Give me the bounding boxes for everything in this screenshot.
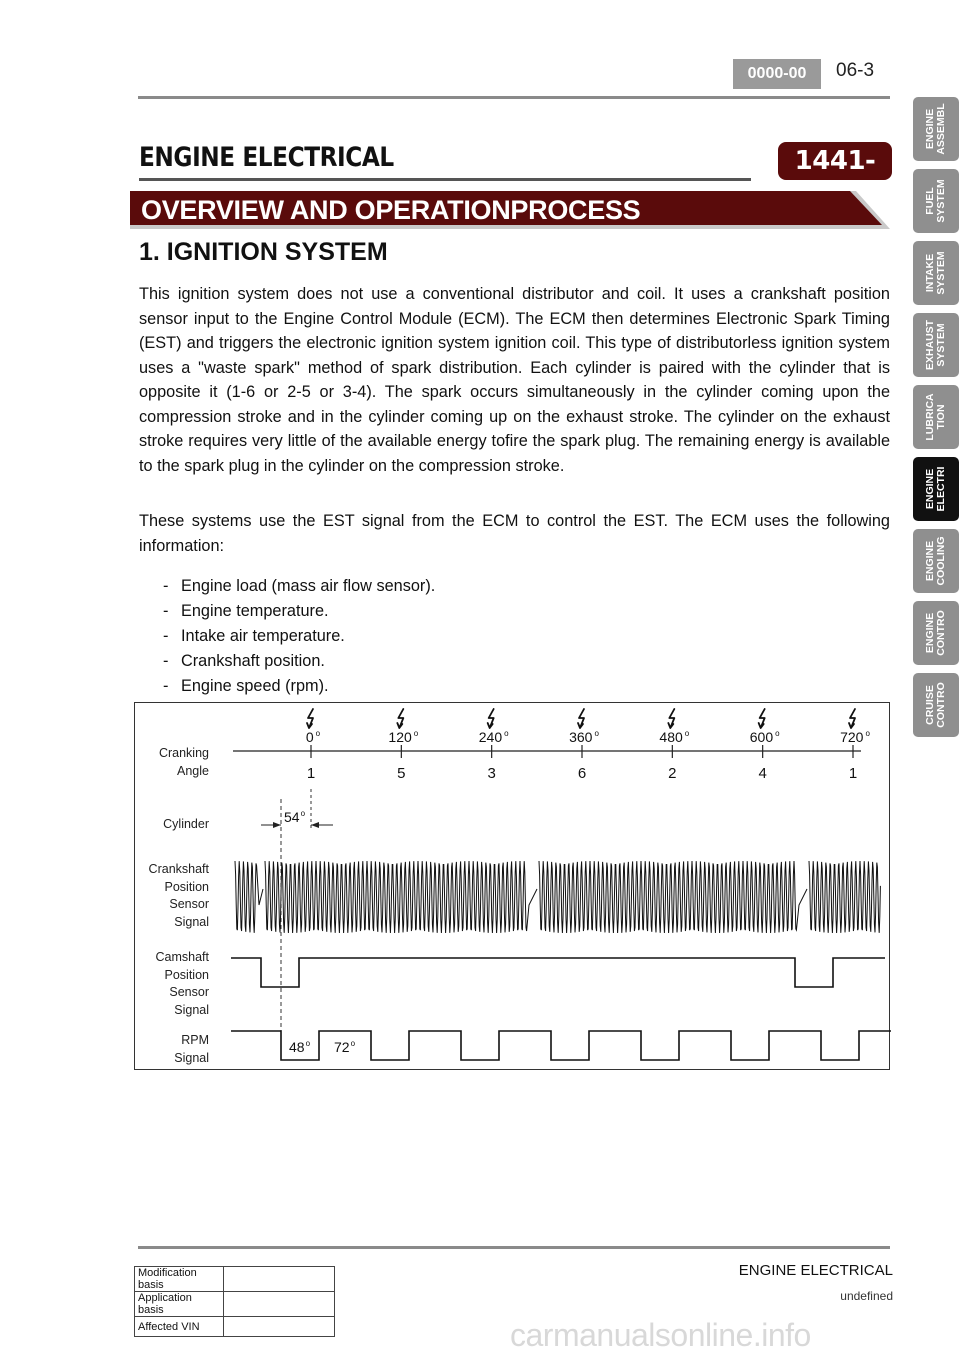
tab-label-line: CRUISE (924, 685, 936, 725)
label-line: Cylinder (163, 817, 209, 831)
angle-tick-label (306, 729, 320, 745)
label-crankshaft-signal (149, 861, 209, 931)
angle-value: 120 (388, 729, 412, 745)
tab-engine-electri[interactable] (913, 457, 959, 521)
tab-engine-assembl[interactable] (913, 97, 959, 161)
tab-label-line: FUEL (924, 187, 936, 215)
camshaft-signal-waveform (231, 958, 885, 987)
tab-label (925, 320, 947, 370)
low-pulse-value: 48 (289, 1039, 305, 1055)
information-list (163, 574, 435, 699)
page-number: 06-3 (836, 60, 875, 81)
label-line: RPM (181, 1033, 209, 1047)
tab-cruise-contro[interactable] (913, 673, 959, 737)
angle-tick-label (750, 729, 780, 745)
tab-label-line: CONTRO (935, 610, 947, 656)
tab-label (925, 179, 947, 222)
offset-value: 54 (284, 809, 300, 825)
label-line: Crankshaft (148, 862, 209, 876)
degree-sign: o (315, 729, 321, 738)
banner-title: OVERVIEW AND OPERATIONPROCESS (141, 195, 641, 225)
tab-label-line: SYSTEM (935, 323, 947, 367)
tab-label-line: COOLING (935, 536, 947, 586)
section-code-badge: 0000-00 (733, 59, 821, 89)
degree-sign: o (300, 809, 306, 818)
tab-label-line: INTAKE (924, 253, 936, 293)
table-row (135, 1317, 335, 1337)
basis-table (134, 1266, 335, 1337)
angle-value: 480 (659, 729, 683, 745)
tab-label (925, 537, 947, 586)
tab-label-line: ENGINE (924, 108, 936, 150)
cylinder-number: 4 (758, 765, 767, 782)
lightning-bolt-icon (759, 709, 765, 728)
label-line: Signal (174, 1002, 209, 1017)
offset-angle-label (283, 809, 306, 825)
degree-sign: o (684, 729, 690, 738)
angle-tick-label (388, 729, 418, 745)
tab-engine-cooling[interactable] (913, 529, 959, 593)
table-row (135, 1267, 335, 1292)
lightning-bolt-icon (397, 709, 403, 728)
label-cylinder (163, 816, 209, 834)
label-line: Camshaft (155, 950, 209, 964)
dimension-arrow (311, 822, 319, 828)
tab-label-line: CONTRO (935, 682, 947, 728)
angle-tick-label (479, 729, 509, 745)
cylinder-number: 1 (848, 765, 858, 782)
list-item: - Engine load (mass air flow sensor). (163, 574, 435, 599)
table-value (224, 1267, 335, 1292)
lightning-bolt-icon (668, 709, 674, 728)
tab-label-line: LUBRICA (924, 393, 936, 441)
tab-label-line: SYSTEM (935, 179, 947, 223)
label-line: Position (164, 967, 209, 982)
tab-label-line: ENGINE (924, 612, 936, 654)
tab-lubrica-tion[interactable] (913, 385, 959, 449)
angle-value: 600 (749, 729, 774, 745)
dimension-arrow (273, 822, 281, 828)
tab-label-line: SYSTEM (935, 251, 947, 295)
tab-intake-system[interactable] (913, 241, 959, 305)
list-item: - Engine temperature. (163, 599, 435, 624)
tab-label (925, 251, 947, 294)
label-rpm-signal (174, 1032, 209, 1067)
table-value (224, 1317, 335, 1337)
section-title: ENGINE ELECTRICAL (139, 142, 394, 173)
list-item: - Crankshaft position. (163, 649, 435, 674)
label-line: Angle (177, 763, 209, 778)
tab-label (925, 103, 947, 154)
tab-exhaust-system[interactable] (913, 313, 959, 377)
footer-title: ENGINE ELECTRICAL (738, 1262, 893, 1279)
degree-sign: o (413, 729, 419, 738)
watermark: carmanualsonline.info (510, 1317, 811, 1353)
tab-label-line: ENGINE (924, 468, 936, 510)
title-underline (139, 178, 751, 181)
table-value (224, 1292, 335, 1317)
tab-label-line: EXHAUST (924, 319, 936, 371)
angle-value: 240 (478, 729, 503, 745)
angle-value: 360 (569, 729, 593, 745)
lightning-bolt-icon (849, 709, 855, 728)
cylinder-number: 3 (487, 765, 496, 782)
cylinder-number: 6 (577, 765, 587, 782)
top-divider (138, 96, 890, 99)
tab-label-line: ELECTRI (935, 466, 947, 512)
low-pulse-angle-label (288, 1039, 311, 1055)
angle-value: 0 (305, 729, 314, 745)
label-cranking-angle (159, 745, 209, 780)
table-label: Affected VIN (135, 1317, 224, 1337)
bottom-divider (138, 1246, 890, 1249)
label-line: Sensor (169, 985, 209, 999)
degree-sign: o (775, 729, 780, 738)
timing-chart (135, 703, 891, 1071)
angle-tick-label (840, 729, 870, 745)
lightning-bolt-icon (488, 709, 494, 728)
list-item: - Intake air temperature. (163, 624, 435, 649)
angle-tick-label (569, 729, 599, 745)
label-line: Position (164, 879, 209, 894)
label-camshaft-signal (156, 949, 210, 1019)
degree-sign: o (865, 729, 870, 738)
angle-tick-label (659, 729, 689, 745)
table-label: Application basis (135, 1292, 224, 1317)
degree-sign: o (305, 1039, 311, 1048)
degree-sign: o (594, 729, 599, 738)
degree-sign: o (350, 1039, 356, 1048)
table-label: Modification basis (135, 1267, 224, 1292)
tab-label (925, 610, 947, 656)
high-pulse-value: 72 (334, 1039, 350, 1055)
degree-sign: o (504, 729, 509, 738)
tab-label (925, 467, 947, 512)
high-pulse-angle-label (333, 1039, 356, 1055)
tab-label-line: ENGINE (924, 540, 936, 582)
ignition-timing-diagram (134, 702, 890, 1070)
label-line: Cranking (158, 746, 209, 760)
tab-label (925, 393, 947, 440)
table-row (135, 1292, 335, 1317)
lightning-bolt-icon (307, 709, 313, 728)
cylinder-number: 5 (397, 765, 406, 782)
list-item: - Engine speed (rpm). (163, 674, 435, 699)
label-line: Signal (174, 1050, 209, 1065)
cylinder-number: 1 (306, 765, 316, 782)
angle-value: 720 (840, 729, 864, 745)
body-paragraph: These systems use the EST signal from the ECM to control the EST. The ECM uses the following information: (139, 512, 890, 555)
lightning-bolt-icon (578, 709, 584, 728)
crankshaft-signal-waveform (235, 861, 880, 933)
section-code: 1441- (778, 142, 892, 180)
tab-fuel-system[interactable] (913, 169, 959, 233)
cylinder-number: 2 (668, 765, 677, 782)
label-line: Sensor (169, 897, 209, 911)
body-paragraph: This ignition system does not use a conventional distributor and coil. It uses a crankshaft position sensor input to the Engine Control Module (ECM). The ECM then determines Electronic Spark Timing (EST) and triggers the electronic ignition system ignition coil. This type of distributorless ignition system uses a "waste spark" method of spark distribution. Each cylinder is paired with the cylinder that is opposite it (1-6 or 2-5 or 3-4). The spark occurs simultaneously in the cylinder coming upon the compression stroke and in the cylinder coming up on the exhaust stroke. The cylinder on the exhaust stroke requires very little of the available energy tofire the spark plug. The remaining energy is available to the spark plug in the cylinder on the compression stroke. (139, 285, 890, 475)
tab-label-line: ASSEMBL (935, 103, 947, 155)
tab-label (925, 682, 947, 728)
tab-engine-contro[interactable] (913, 601, 959, 665)
page-heading: 1. IGNITION SYSTEM (139, 238, 388, 266)
rpm-signal-waveform (231, 1031, 891, 1060)
label-line: Signal (174, 914, 209, 929)
footer-subtitle: undefined (840, 1289, 893, 1303)
tab-label-line: TION (935, 404, 947, 430)
